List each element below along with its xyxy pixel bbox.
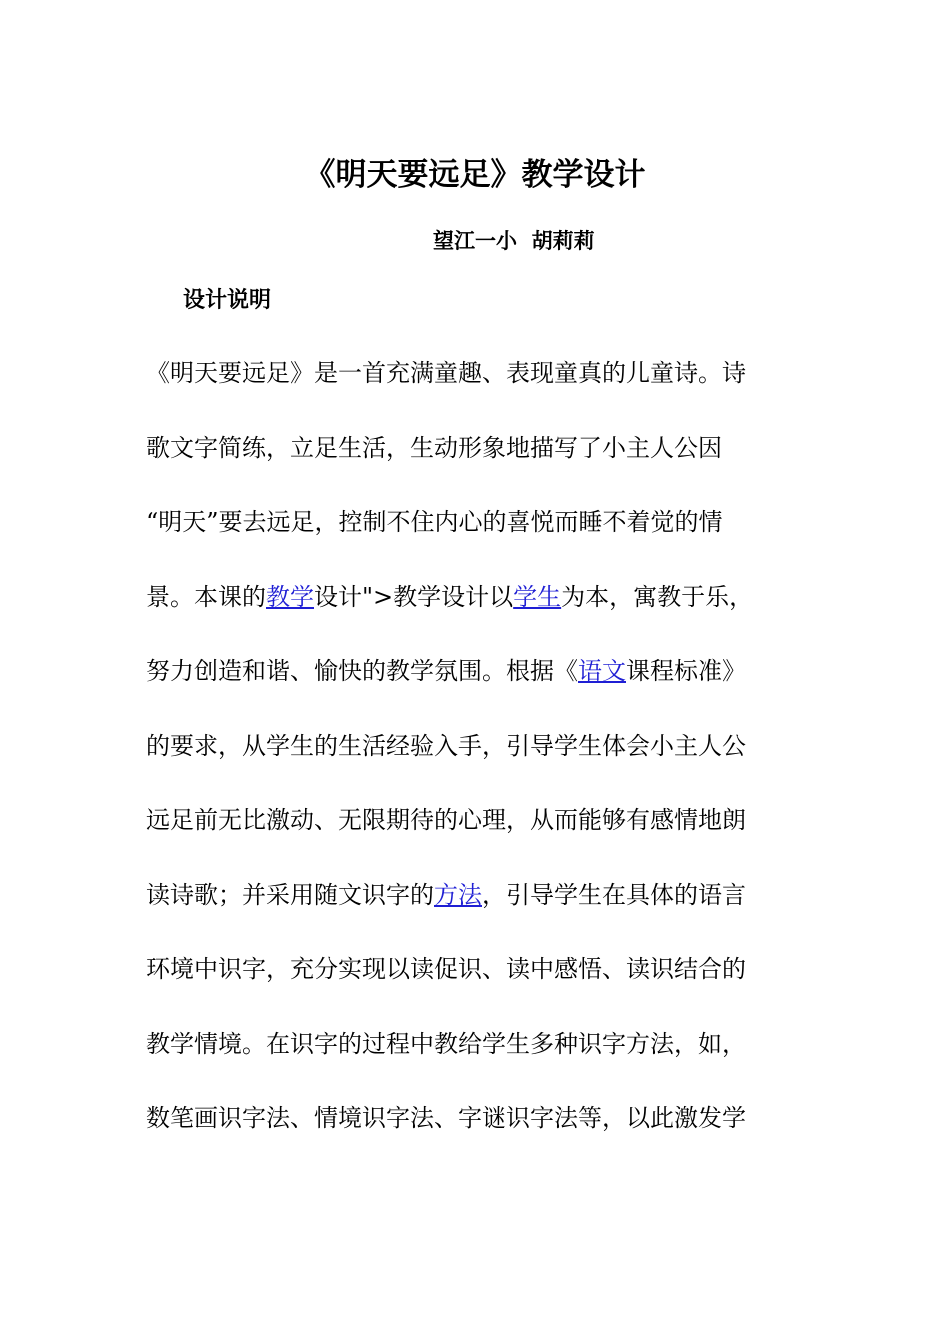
document-title: 《明天要远足》教学设计 (304, 157, 646, 193)
paragraph-line (146, 504, 796, 540)
text-segment: 教学情境。在识字的过程中教给学生多种识字方法，如， (146, 1030, 746, 1058)
text-segment: 数笔画识字法、情境识字法、字谜识字法等，以此激发学 (146, 1104, 746, 1132)
author-line: 望江一小 胡莉莉 (433, 229, 595, 253)
text-segment: 歌文字简练，立足生活，生动形象地描写了小主人公因 (146, 434, 722, 462)
text-segment: 为本，寓教于乐， (561, 583, 754, 611)
text-segment: 环境中识字，充分实现以读促识、读中感悟、读识结合的 (146, 955, 746, 983)
paragraph-line (146, 430, 796, 466)
text-segment: 努力创造和谐、愉快的教学氛围。根据《 (146, 657, 578, 685)
text-segment: 读诗歌；并采用随文识字的 (146, 881, 434, 909)
paragraph-line (146, 877, 796, 913)
paragraph-line (146, 579, 796, 615)
inline-link[interactable]: 学生 (513, 583, 562, 611)
paragraph-line (146, 951, 796, 987)
text-segment: 的要求，从学生的生活经验入手，引导学生体会小主人公 (146, 732, 746, 760)
inline-link[interactable]: 教学 (266, 583, 314, 611)
paragraph-line (146, 1100, 796, 1136)
paragraph-line (146, 355, 796, 391)
text-segment: 《明天要远足》是一首充满童趣、表现童真的儿童诗。诗 (146, 359, 746, 387)
text-segment: 设计">教学设计以 (314, 583, 514, 611)
section-heading: 设计说明 (183, 288, 272, 313)
text-segment: “明天”要去远足，控制不住内心的喜悦而睡不着觉的情 (146, 508, 723, 536)
inline-link[interactable]: 方法 (434, 881, 482, 909)
text-segment: 景。本课的 (146, 583, 266, 611)
paragraph-line (146, 802, 796, 838)
text-segment: 远足前无比激动、无限期待的心理，从而能够有感情地朗 (146, 806, 746, 834)
text-segment: ，引导学生在具体的语言 (482, 881, 746, 909)
paragraph-line (146, 1026, 796, 1062)
paragraph-line (146, 653, 796, 689)
paragraph-line (146, 728, 796, 764)
text-segment: 课程标准》 (626, 657, 746, 685)
inline-link[interactable]: 语文 (578, 657, 626, 685)
